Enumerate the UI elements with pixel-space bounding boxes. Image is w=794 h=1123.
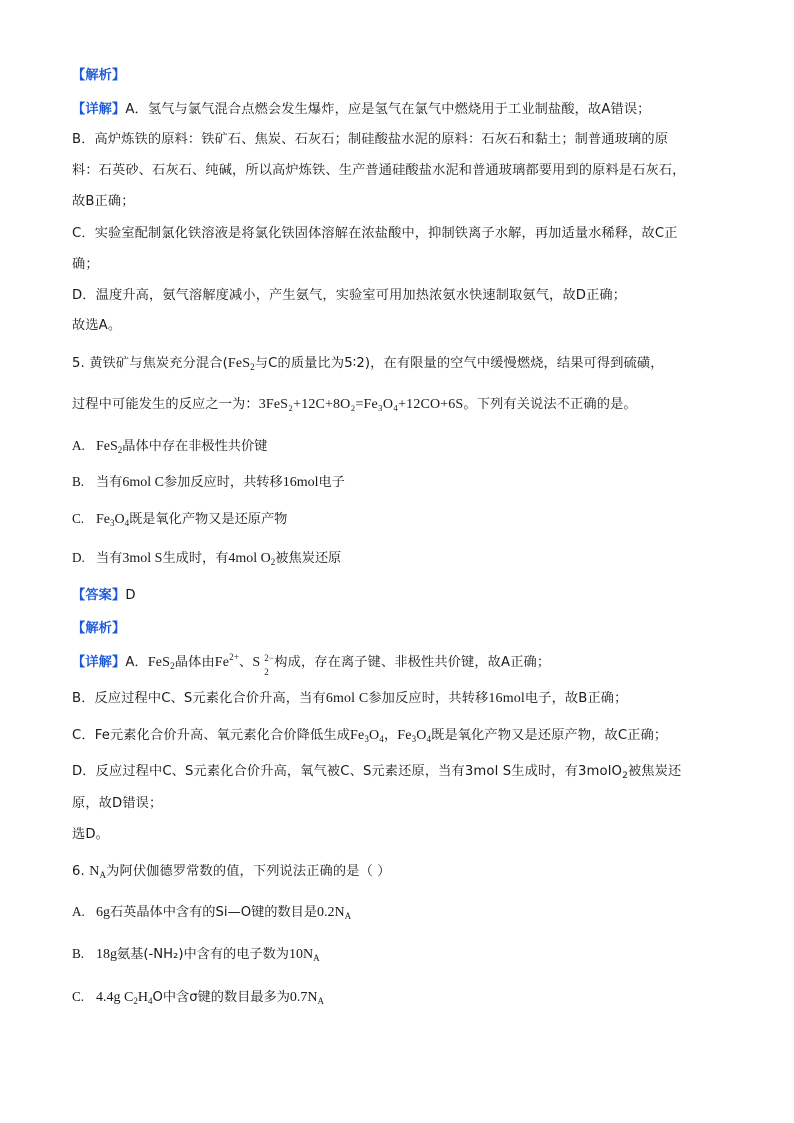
- amount-sub: 2: [270, 557, 276, 567]
- ans5-line-a: 【详解】A．FeS$_2$晶体由$Fe^{2+}$、S 2− 2 构成，存在离子键、非极性共价键，故A正确；: [72, 654, 724, 672]
- text: 电子: [318, 475, 345, 490]
- q5-fes-text: FeS: [227, 356, 251, 371]
- ion-sub: 2: [264, 666, 269, 677]
- amount: [290, 990, 324, 1005]
- amount: 18g: [96, 947, 117, 962]
- text: 电子，故B正确；: [524, 691, 628, 706]
- amount-sub: A: [313, 953, 320, 963]
- q6-option-a: [72, 903, 351, 922]
- detail-line-d: D．温度升高，氨气溶解度减小，产生氨气，实验室可用加热浓氨水快速制取氨气，故D正确；: [72, 288, 627, 303]
- formula-text: FeS: [147, 655, 171, 670]
- ans5-line-c: [72, 727, 724, 745]
- ion-text: Fe: [214, 655, 230, 670]
- amount: 16mol: [488, 691, 525, 706]
- amount-sub: A: [344, 911, 352, 921]
- option-label: C.: [72, 511, 85, 526]
- ans5-line-d1: [72, 763, 724, 781]
- conclusion-line: 故选A。: [72, 318, 122, 333]
- ans5-line-d2: 原，故D错误；: [72, 796, 163, 811]
- detail-line-c1: C．实验室配制氯化铁溶液是将氯化铁固体溶解在浓盐酸中，抑制铁离子水解，再加适量水稀释，故C正: [72, 226, 678, 241]
- formula: $Fe_3O_4$: [350, 728, 384, 744]
- q6-option-b: [72, 945, 320, 964]
- text: 氨基(-NH₂)中含有的电子数为: [117, 947, 289, 962]
- formula-sub: 2: [170, 661, 175, 671]
- answer-line: [72, 587, 724, 605]
- detail-line-b3: 故B正确；: [72, 194, 135, 209]
- q5-stem-line1: [72, 355, 724, 373]
- na-symbol: [89, 864, 106, 879]
- q5-opta-text: 晶体中存在非极性共价键: [122, 439, 268, 454]
- q6-stem: [72, 863, 724, 881]
- text: 当有: [96, 475, 123, 490]
- amount-text: 4mol O: [228, 551, 271, 566]
- q5-stem-part4: 。下列有关说法不正确的是。: [463, 397, 637, 412]
- answer-value: D: [125, 588, 136, 603]
- formula: 4.4g $C_2H_4$: [96, 990, 153, 1006]
- q5-option-a: [72, 437, 267, 456]
- amount: 6mol C: [325, 691, 369, 706]
- q6-number: 6.: [72, 864, 85, 879]
- option-label: D.: [72, 550, 85, 565]
- jiexi-tag: 【解析】: [72, 68, 126, 83]
- text: 被焦炭还原: [275, 551, 342, 566]
- text: 既是氧化产物又是还原产物: [129, 512, 288, 527]
- ion-charge: 2+: [229, 652, 239, 662]
- na-sub: A: [99, 870, 107, 880]
- xiangjie-tag: 【详解】: [72, 102, 126, 117]
- ans5-line-b: [72, 690, 724, 708]
- detail-text: A．氢气与氯气混合点燃会发生爆炸，应是氢气在氯气中燃烧用于工业制盐酸，故A错误；: [125, 102, 651, 117]
- xiangjie-tag: 【详解】: [72, 655, 126, 670]
- option-label: B.: [72, 946, 85, 961]
- q5-optc-formula: $Fe_3O_4$: [96, 512, 130, 528]
- q5-stem-part3: 过程中可能发生的反应之一为：: [72, 397, 259, 412]
- amount: 6mol C: [122, 475, 164, 490]
- sub: 2: [622, 771, 628, 781]
- q5-option-d: [72, 549, 341, 568]
- text: 被焦炭还: [627, 764, 682, 779]
- analysis-heading: [72, 67, 724, 85]
- na-text: N: [89, 864, 100, 879]
- text: D．反应过程中C、S元素化合价升高，氧气被C、S元素还原，当有3mol S生成时，有3molO: [72, 764, 623, 779]
- ans5-conclusion: 选D。: [72, 827, 109, 842]
- q5-fes2: [228, 356, 255, 371]
- detail-line-b2: 料：石英砂、石灰石、纯碱，所以高炉炼铁、生产普通硅酸盐水泥和普通玻璃都要用到的原料是石灰石，: [72, 163, 686, 178]
- formula-text: H: [137, 990, 148, 1005]
- text: B．反应过程中C、S元素化合价升高，当有: [72, 691, 326, 706]
- text: O中含σ键的数目最多为: [152, 990, 290, 1005]
- formula-sub: 2: [133, 996, 138, 1006]
- amount: 16mol: [282, 475, 319, 490]
- text: 石英晶体中含有的Si—O键的数目是: [110, 905, 318, 920]
- q5-stem-part1: 5. 黄铁矿与焦炭充分混合(: [72, 356, 228, 371]
- detail-line-c2: 确；: [72, 257, 99, 272]
- q5-equation: 3FeS₂+12C+8O₂=Fe₃O₄+12CO+6S: [258, 397, 464, 412]
- ion-charge: 2−: [264, 652, 275, 663]
- daan-tag: 【答案】: [72, 588, 126, 603]
- text: 晶体由: [174, 655, 215, 670]
- text: 既是氧化产物又是还原产物，故C正确；: [431, 728, 668, 743]
- formula-sub: 2: [117, 445, 123, 455]
- formula-text: 4.4g C: [96, 990, 134, 1005]
- text: 构成，存在离子键、非极性共价键，故A正确；: [274, 655, 551, 670]
- detail-line-b1: B．高炉炼铁的原料：铁矿石、焦炭、石灰石；制硅酸盐水泥的原料：石灰石和黏土；制普通玻璃的原: [72, 132, 669, 147]
- q5-option-b: [72, 473, 345, 492]
- amount-sub: A: [317, 996, 325, 1006]
- q6-text: 为阿伏伽德罗常数的值，下列说法正确的是（ ）: [106, 864, 391, 879]
- q6-option-c: [72, 988, 324, 1007]
- text: 参加反应时，共转移: [164, 475, 283, 490]
- q5-fes-sub: 2: [250, 362, 255, 372]
- amount: [289, 947, 320, 962]
- amount-text: 0.7N: [289, 990, 318, 1005]
- option-label: A.: [72, 904, 85, 919]
- text: C．Fe元素化合价升高、氧元素化合价降低生成: [72, 728, 351, 743]
- amount-text: 10N: [289, 947, 314, 962]
- q5-stem-part2: 与C的质量比为5∶2)，在有限量的空气中缓慢燃烧，结果可得到硫磺，: [254, 356, 664, 371]
- amount-text: 0.2N: [317, 905, 345, 920]
- text: 生成时，有: [162, 551, 229, 566]
- formula: [148, 655, 175, 670]
- q5-stem-line2: [72, 396, 724, 414]
- option-label: C.: [72, 989, 85, 1004]
- jiexi-tag: 【解析】: [72, 621, 126, 636]
- text: 当有: [96, 551, 123, 566]
- q5-option-c: [72, 510, 287, 529]
- detail-line-a: [72, 101, 724, 119]
- amount: [228, 551, 275, 566]
- s2-ion: S 2− 2: [252, 655, 274, 670]
- fe-ion: [214, 652, 239, 670]
- amount: 6g: [96, 905, 110, 920]
- text: ，: [383, 728, 398, 743]
- text: 参加反应时，共转移: [368, 691, 489, 706]
- q5-opta-formula: [96, 439, 122, 454]
- formula-text: FeS: [96, 439, 118, 454]
- option-label: A.: [72, 438, 85, 453]
- text: A．: [125, 655, 148, 670]
- formula: $Fe_3O_4$: [397, 728, 432, 744]
- option-label: B.: [72, 474, 85, 489]
- amount: [317, 905, 351, 920]
- amount: 3mol S: [122, 551, 163, 566]
- analysis-heading-2: [72, 620, 724, 638]
